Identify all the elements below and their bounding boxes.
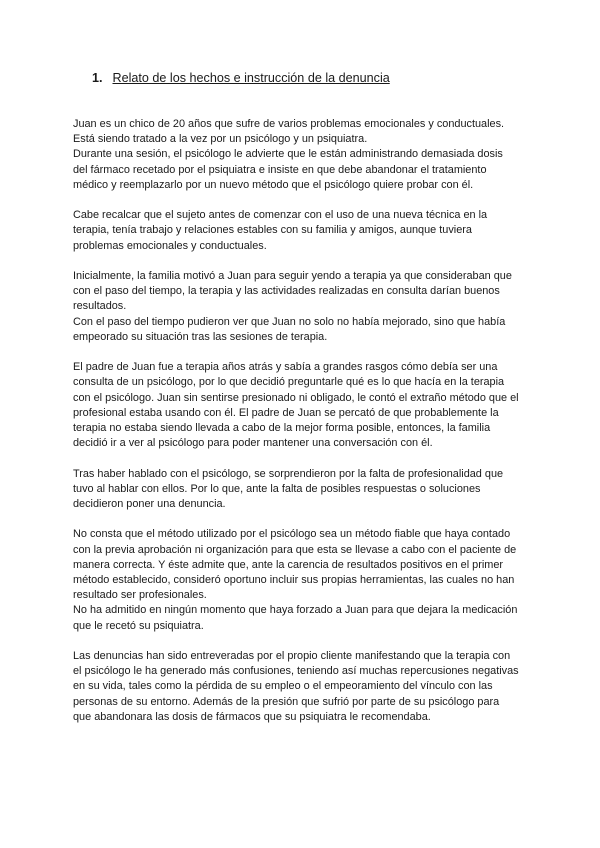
text-line: terapia, tenía trabajo y relaciones estables con su familia y amigos, aunque tuviera: [73, 224, 472, 237]
text-line: del fármaco recetado por el psiquiatra e insiste en que debe abandonar el tratamiento: [73, 163, 487, 176]
text-line: en su vida, tales como la pérdida de su empleo o el empeoramiento del vínculo con las: [73, 680, 493, 693]
text-line: el psicólogo le ha generado más confusiones, teniendo así muchas repercusiones negativas: [73, 665, 519, 678]
text-line: Las denuncias han sido entreveradas por el propio cliente manifestando que la terapia con: [73, 650, 511, 663]
text-line: método establecido, consideró oportuno incluir sus propias herramientas, las cuales no han: [73, 574, 515, 587]
text-line: No ha admitido en ningún momento que haya forzado a Juan para que dejara la medicación: [73, 604, 518, 617]
text-line: Con el paso del tiempo pudieron ver que Juan no solo no había mejorado, sino que había: [73, 315, 506, 328]
text-line: personas de su entorno. Además de la presión que sufrió por parte de su psicólogo para: [73, 695, 500, 708]
text-line: Tras haber hablado con el psicólogo, se sorprendieron por la falta de profesionalidad que: [73, 467, 504, 480]
paragraph: [73, 649, 533, 725]
document-body: [73, 117, 533, 740]
text-line: con el paso del tiempo, la terapia y las actividades realizadas en consulta darían buenos: [73, 285, 500, 298]
text-line: consulta de un psicólogo, por lo que decidió preguntarle qué es lo que hacía en la terapia: [73, 376, 505, 389]
text-line: El padre de Juan fue a terapia años atrás y sabía a grandes rasgos cómo debía ser una: [73, 361, 498, 374]
text-line: No consta que el método utilizado por el psicólogo sea un método fiable que haya contado: [73, 528, 511, 541]
text-line: médico y reemplazarlo por un nuevo método que el psicólogo quiere probar con él.: [73, 178, 474, 191]
text-line: profesional estaba usando con él. El padre de Juan se percató de que probablemente la: [73, 406, 499, 419]
text-line: que abandonara las dosis de fármacos que su psiquiatra le recomendaba.: [73, 710, 431, 723]
text-line: decidieron poner una denuncia.: [73, 498, 226, 511]
text-line: con el psicólogo. Juan sin sentirse presionado ni obligado, le contó el extraño método que el: [73, 391, 519, 404]
text-line: problemas emocionales y conductuales.: [73, 239, 267, 252]
paragraph: [73, 527, 533, 633]
text-line: Inicialmente, la familia motivó a Juan para seguir yendo a terapia ya que consideraban que: [73, 270, 512, 282]
text-line: empeorado su situación tras las sesiones de terapia.: [73, 330, 328, 343]
text-line: manera correcta. Y éste admite que, ante la carencia de resultados positivos en el primer: [73, 558, 504, 571]
text-line: resultados.: [73, 300, 127, 313]
text-line: con la previa aprobación ni organización para que esta se llevase a cabo con el paciente de: [73, 543, 517, 556]
text-line: decidió ir a ver al psicólogo para poder mantener una conversación con él.: [73, 437, 433, 450]
text-line: Durante una sesión, el psicólogo le advierte que le están administrando demasiada dosis: [73, 148, 503, 161]
section-title: Relato de los hechos e instrucción de la denuncia: [112, 71, 390, 85]
section-number: 1.: [92, 71, 103, 85]
paragraph: [73, 467, 533, 513]
paragraph: [73, 269, 533, 345]
text-line: resultado ser profesionales.: [73, 589, 207, 602]
text-line: tuvo al hablar con ellos. Por lo que, ante la falta de posibles respuestas o soluciones: [73, 482, 481, 495]
text-line: Cabe recalcar que el sujeto antes de comenzar con el uso de una nueva técnica en la: [73, 209, 488, 222]
text-line: Juan es un chico de 20 años que sufre de varios problemas emocionales y conductuales.: [73, 118, 505, 130]
text-line: Está siendo tratado a la vez por un psicólogo y un psiquiatra.: [73, 133, 368, 146]
paragraph: [73, 117, 533, 193]
text-line: terapia no estaba siendo llevada a cabo de la mejor forma posible, entonces, la familia: [73, 422, 491, 435]
section-heading: [92, 70, 390, 86]
paragraph: [73, 360, 533, 451]
text-line: que le recetó su psiquiatra.: [73, 619, 204, 632]
paragraph: [73, 208, 533, 254]
